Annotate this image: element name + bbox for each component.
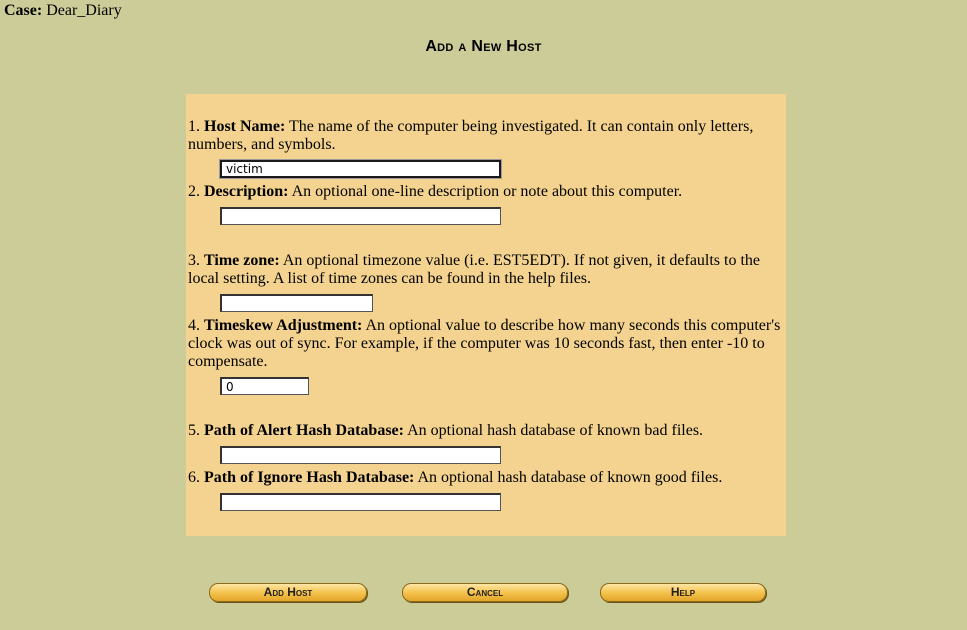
item-number: 6. xyxy=(188,469,200,486)
host-name-label: Host Name: xyxy=(204,118,286,135)
ignore-hash-item xyxy=(188,469,782,487)
description-item xyxy=(188,183,782,201)
timezone-label: Time zone: xyxy=(204,252,280,269)
item-number: 4. xyxy=(188,317,200,334)
item-number: 5. xyxy=(188,422,200,439)
host-name-input[interactable] xyxy=(220,160,501,178)
alert-hash-item xyxy=(188,422,782,440)
ignore-hash-label: Path of Ignore Hash Database: xyxy=(204,469,415,486)
case-label: Case: xyxy=(4,2,43,19)
host-name-desc: The name of the computer being investigated. It can contain only letters, numbers, and symbols. xyxy=(188,118,754,153)
description-input[interactable] xyxy=(220,207,501,225)
case-name: Dear_Diary xyxy=(46,2,122,19)
timeskew-item xyxy=(188,317,782,371)
cancel-button[interactable]: Cancel xyxy=(402,583,568,602)
timeskew-desc: An optional value to describe how many seconds this computer's clock was out of sync. For example, if the computer was 10 seconds fast, then enter -10 to compensate. xyxy=(188,317,781,370)
timeskew-input[interactable] xyxy=(220,377,309,395)
timezone-input[interactable] xyxy=(220,294,373,312)
page-title: Add a New Host xyxy=(425,38,542,55)
help-button[interactable]: Help xyxy=(600,583,766,602)
timeskew-label: Timeskew Adjustment: xyxy=(204,317,363,334)
ignore-hash-desc: An optional hash database of known good files. xyxy=(417,469,723,486)
ignore-hash-input[interactable] xyxy=(220,493,501,511)
alert-hash-input[interactable] xyxy=(220,446,501,464)
add-host-button[interactable]: Add Host xyxy=(209,583,367,602)
item-number: 3. xyxy=(188,252,200,269)
timezone-item xyxy=(188,252,782,288)
host-name-item xyxy=(188,118,782,154)
description-label: Description: xyxy=(204,183,289,200)
host-form-panel xyxy=(186,94,786,536)
item-number: 1. xyxy=(188,118,200,135)
item-number: 2. xyxy=(188,183,200,200)
timezone-desc: An optional timezone value (i.e. EST5EDT). If not given, it defaults to the local setting. A list of time zones can be found in the help files. xyxy=(188,252,761,287)
alert-hash-desc: An optional hash database of known bad files. xyxy=(407,422,704,439)
description-desc: An optional one-line description or note about this computer. xyxy=(291,183,683,200)
case-line xyxy=(4,2,122,20)
alert-hash-label: Path of Alert Hash Database: xyxy=(204,422,404,439)
